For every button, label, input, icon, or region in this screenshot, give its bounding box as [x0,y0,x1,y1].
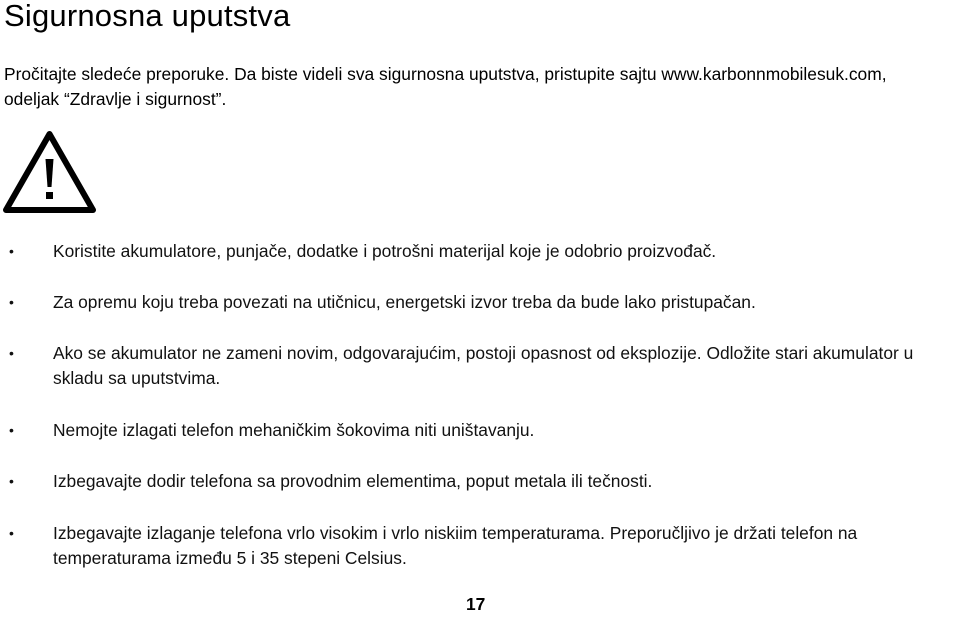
bullet-dot: • [9,525,14,541]
list-item-text: skladu sa uputstvima. [53,368,221,388]
list-item-text: Za opremu koju treba povezati na utičnicu, energetski izvor treba da bude lako pristupačan. [53,292,756,312]
bullet-dot: • [9,243,14,259]
intro-line-1: Pročitajte sledeće preporuke. Da biste videli sva sigurnosna uputstva, pristupite sajtu www.karbonnmobilesuk.com, [4,64,887,84]
list-item-text: Izbegavajte izlaganje telefona vrlo visokim i vrlo niskiim temperaturama. Preporučljivo je držati telefon na [53,523,858,543]
list-item-text: Izbegavajte dodir telefona sa provodnim elementima, poput metala ili tečnosti. [53,471,653,491]
bullet-dot: • [9,345,14,361]
page-title: Sigurnosna uputstva [4,0,291,33]
bullet-dot: • [9,422,14,438]
bullet-dot: • [9,473,14,489]
list-item-text: Koristite akumulatore, punjače, dodatke i potrošni materijal koje je odobrio proizvođač. [53,241,717,261]
list-item-text: temperaturama između 5 i 35 stepeni Celsius. [53,548,407,568]
page-number: 17 [466,594,486,614]
intro-paragraph [4,62,956,112]
bullet-dot: • [9,294,14,310]
warning-icon [2,129,97,215]
intro-line-2: odeljak “Zdravlje i sigurnost”. [4,89,227,109]
list-item-text: Nemojte izlagati telefon mehaničkim šokovima niti uništavanju. [53,420,535,440]
list-item-text: Ako se akumulator ne zameni novim, odgovarajućim, postoji opasnost od eksplozije. Odložite stari akumulator u [53,343,914,363]
